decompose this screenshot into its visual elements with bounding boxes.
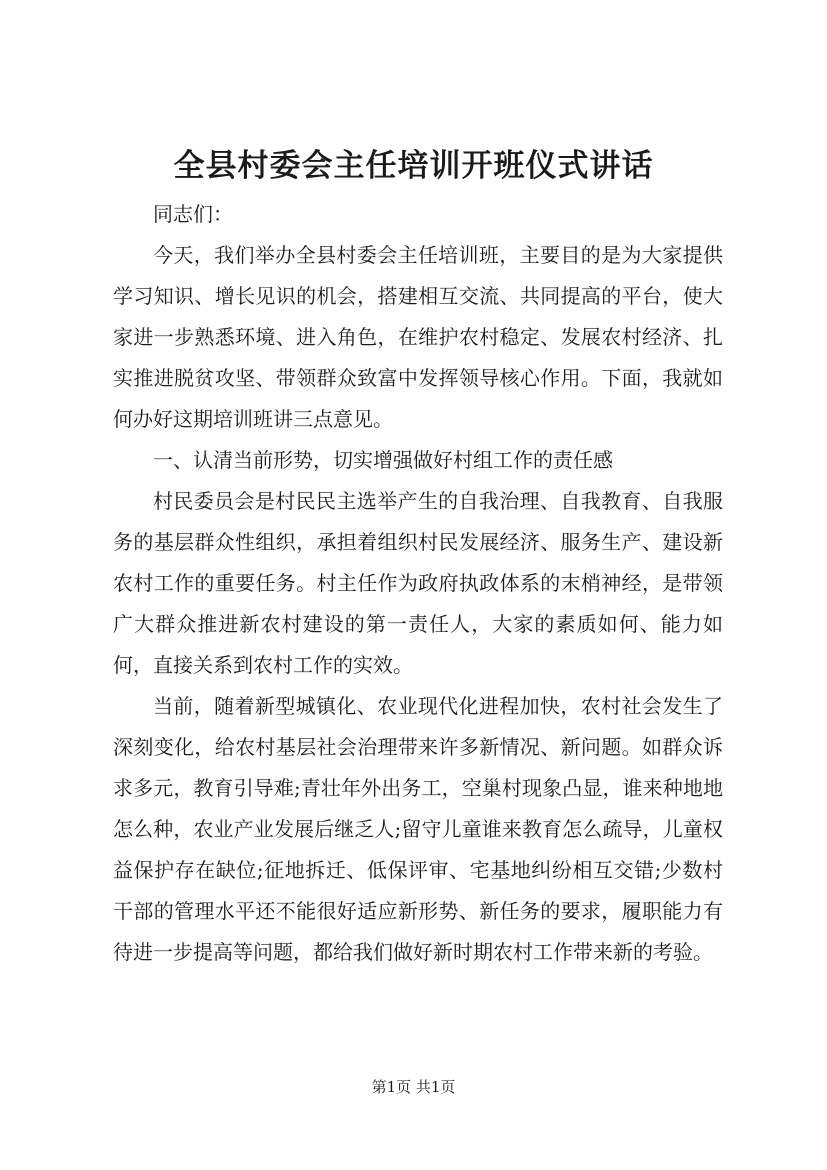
page-number-footer: 第1页 共1页: [371, 1078, 456, 1096]
document-title: 全县村委会主任培训开班仪式讲话: [173, 148, 654, 184]
section-heading-1: 一、认清当前形势，切实增强做好村组工作的责任感: [153, 448, 613, 472]
document-body: [113, 194, 723, 973]
intro-paragraph: 今天，我们举办全县村委会主任培训班，主要目的是为大家提供学习知识、增长见识的机会，搭建相互交流、共同提高的平台，使大家进一步熟悉环境、进入角色，在维护农村稳定、发展农村经济、扎实推进脱贫攻坚、带领群众致富中发挥领导核心作用。下面，我就如何办好这期培训班讲三点意见。: [113, 243, 723, 431]
body-paragraph: 村民委员会是村民民主选举产生的自我治理、自我教育、自我服务的基层群众性组织，承担着组织村民发展经济、服务生产、建设新农村工作的重要任务。村主任作为政府执政体系的末梢神经，是带领广大群众推进新农村建设的第一责任人，大家的素质如何、能力如何，直接关系到农村工作的实效。: [113, 489, 723, 677]
body-paragraph: 当前，随着新型城镇化、农业现代化进程加快，农村社会发生了深刻变化，给农村基层社会治理带来许多新情况、新问题。如群众诉求多元，教育引导难;青壮年外出务工，空巢村现象凸显，谁来种地地怎么种，农业产业发展后继乏人;留守儿童谁来教育怎么疏导，儿童权益保护存在缺位;征地拆迁、低保评审、宅基地纠纷相互交错;少数村干部的管理水平还不能很好适应新形势、新任务的要求，履职能力有待进一步提高等问题，都给我们做好新时期农村工作带来新的考验。: [113, 694, 723, 964]
salutation-paragraph: 同志们：: [153, 202, 233, 226]
